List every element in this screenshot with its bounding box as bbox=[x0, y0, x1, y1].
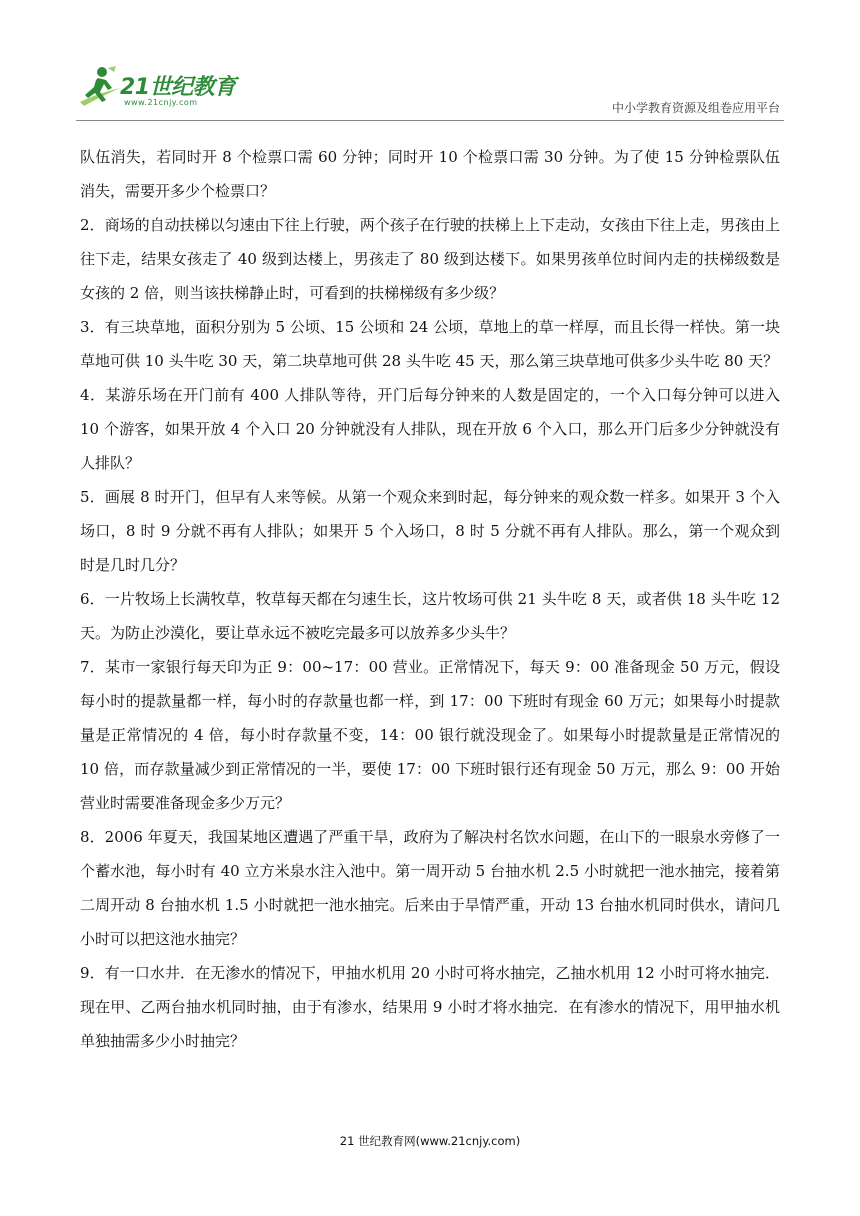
question-8: 8．2006 年夏天，我国某地区遭遇了严重干旱，政府为了解决村名饮水问题，在山下的一眼泉水旁修了一个蓄水池，每小时有 40 立方米泉水注入池中。第一周开动 5 台抽水机 2.5 小时就把一池水抽完，接着第二周开动 8 台抽水机 1.5 小时就把一池水抽完。后来由于旱情严重，开动 13 台抽水机同时供水，请问几小时可以把这池水抽完？ bbox=[80, 828, 780, 948]
page-footer: 21 世纪教育网(www.21cnjy.com) bbox=[339, 1134, 521, 1148]
question-3: 3．有三块草地，面积分别为 5 公顷、15 公顷和 24 公顷，草地上的草一样厚，而且长得一样快。第一块草地可供 10 头牛吃 30 天，第二块草地可供 28 头牛吃 45 天，那么第三块草地可供多少头牛吃 80 天？ bbox=[80, 318, 780, 370]
question-4: 4．某游乐场在开门前有 400 人排队等待，开门后每分钟来的人数是固定的，一个入口每分钟可以进入 10 个游客，如果开放 4 个入口 20 分钟就没有人排队，现在开放 6 个入口，那么开门后多少分钟就没有人排队？ bbox=[80, 386, 780, 472]
question-9: 9．有一口水井．在无渗水的情况下，甲抽水机用 20 小时可将水抽完，乙抽水机用 12 小时可将水抽完．现在甲、乙两台抽水机同时抽，由于有渗水，结果用 9 小时才将水抽完．在有渗水的情况下，用甲抽水机单独抽需多少小时抽完？ bbox=[80, 964, 780, 1050]
question-2: 2．商场的自动扶梯以匀速由下往上行驶，两个孩子在行驶的扶梯上上下走动，女孩由下往上走，男孩由上往下走，结果女孩走了 40 级到达楼上，男孩走了 80 级到达楼下。如果男孩单位时间内走的扶梯级数是女孩的 2 倍，则当该扶梯静止时，可看到的扶梯梯级有多少级？ bbox=[80, 216, 780, 302]
logo-text: 21世纪教育 bbox=[120, 75, 236, 100]
platform-name: 中小学教育资源及组卷应用平台 bbox=[611, 101, 780, 115]
question-1-continued: 队伍消失，若同时开 8 个检票口需 60 分钟；同时开 10 个检票口需 30 分钟。为了使 15 分钟检票队伍消失，需要开多少个检票口？ bbox=[80, 148, 780, 200]
header-divider bbox=[76, 120, 784, 121]
logo-url: www.21cnjy.com bbox=[124, 98, 198, 107]
page-header bbox=[0, 0, 860, 124]
question-6: 6．一片牧场上长满牧草，牧草每天都在匀速生长，这片牧场可供 21 头牛吃 8 天，或者供 18 头牛吃 12 天。为防止沙漠化，要让草永远不被吃完最多可以放养多少头牛？ bbox=[80, 590, 780, 642]
runner-logo-icon bbox=[76, 64, 122, 108]
question-7: 7．某市一家银行每天印为正 9：00~17：00 营业。正常情况下，每天 9：00 准备现金 50 万元，假设每小时的提款量都一样，每小时的存款量也都一样，到 17：00 下班时有现金 60 万元；如果每小时提款量是正常情况的 4 倍，每小时存款量不变，14：00 银行就没现金了。如果每小时提款量是正常情况的 10 倍，而存款量减少到正常情况的一半，要使 17：00 下班时银行还有现金 50 万元，那么 9：00 开始营业时需要准备现金多少万元？ bbox=[80, 658, 780, 812]
question-5: 5．画展 8 时开门，但早有人来等候。从第一个观众来到时起，每分钟来的观众数一样多。如果开 3 个入场口，8 时 9 分就不再有人排队；如果开 5 个入场口，8 时 5 分就不再有人排队。那么，第一个观众到时是几时几分？ bbox=[80, 488, 780, 574]
document-body bbox=[80, 140, 780, 1058]
logo bbox=[76, 64, 256, 114]
